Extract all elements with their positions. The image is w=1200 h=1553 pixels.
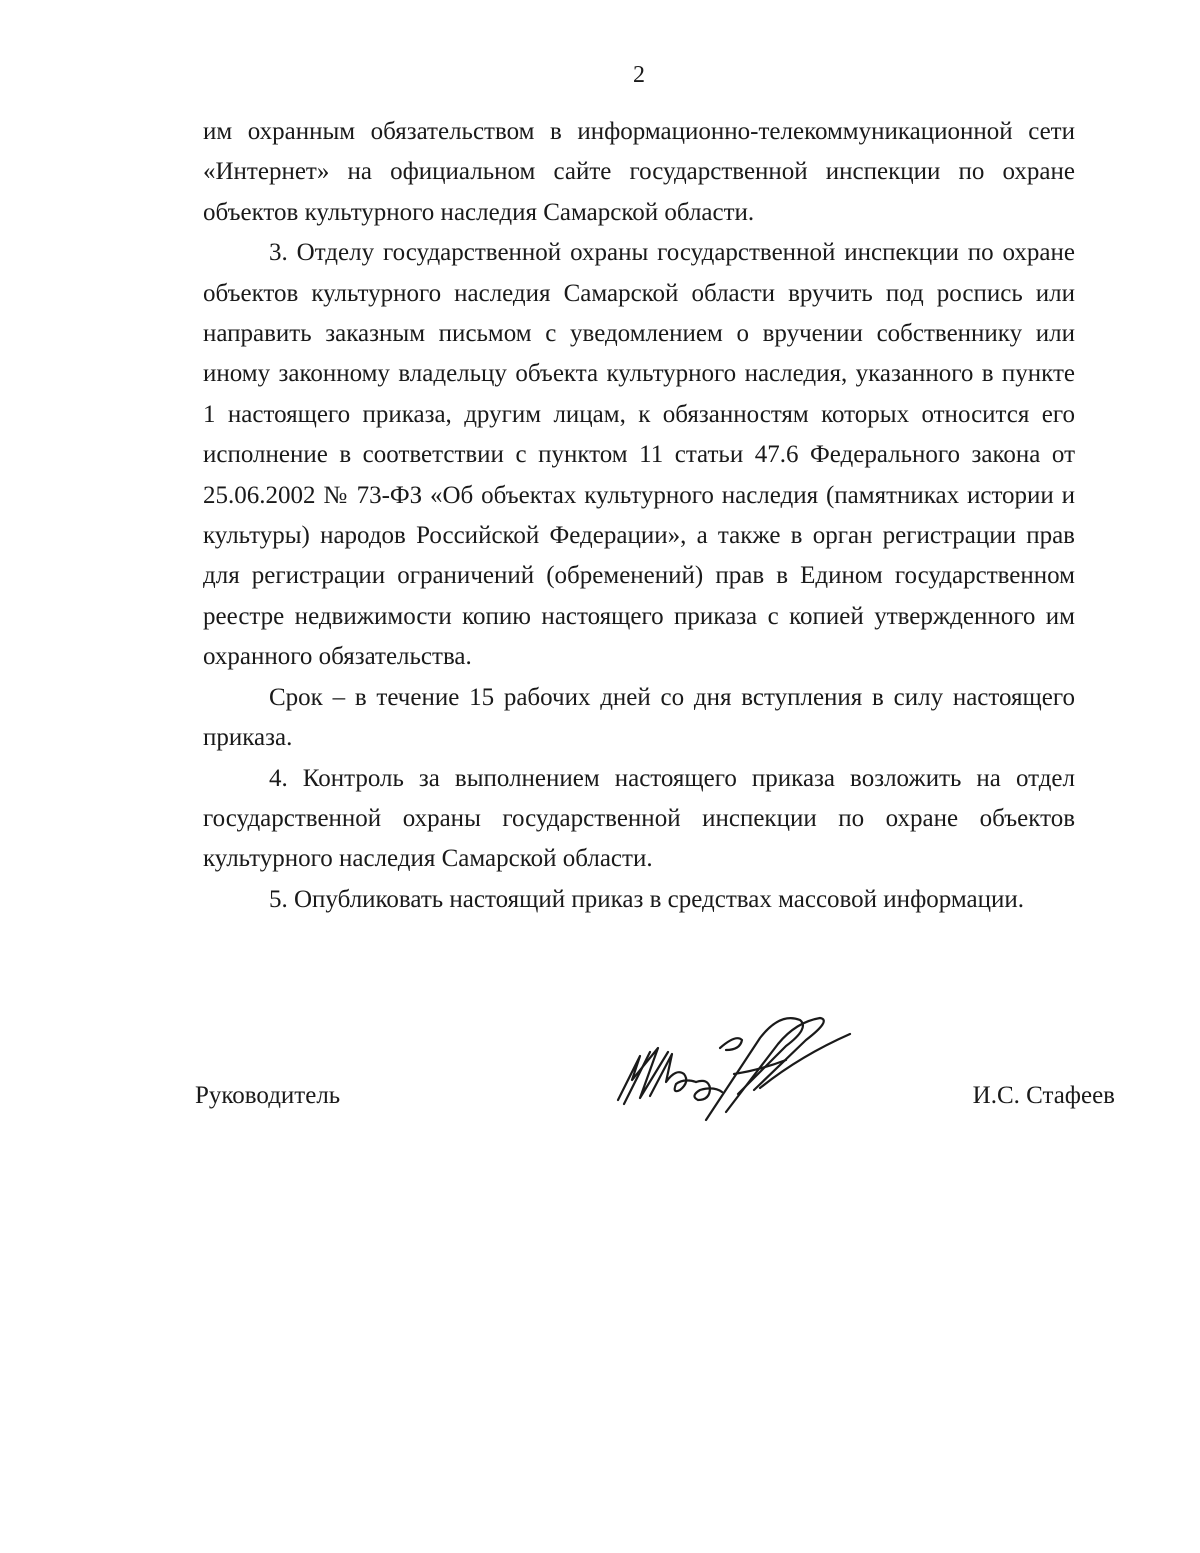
paragraph-item-5: 5. Опубликовать настоящий приказ в средствах массовой информации.	[269, 885, 1025, 913]
paragraph-continuation: им охранным обязательством в информационно-телекоммуникационной сети «Интернет» на официальном сайте государственной инспекции по охране объектов культурного наследия Самарской области.	[203, 118, 1075, 226]
paragraph-deadline: Срок – в течение 15 рабочих дней со дня вступления в силу настоящего приказа.	[203, 683, 1075, 752]
paragraph-item-3: 3. Отделу государственной охраны государственной инспекции по охране объектов культурного наследия Самарской области вручить под роспись или направить заказным письмом с уведомлением о вручении собственнику или иному законному владельцу объекта культурного наследия, указанного в пункте 1 настоящего приказа, другим лицам, к обязанностям которых относится его исполнение в соответствии с пунктом 11 статьи 47.6 Федерального закона от 25.06.2002 № 73-ФЗ «Об объектах культурного наследия (памятниках истории и культуры) народов Российской Федерации», а также в орган регистрации прав для регистрации ограничений (обременений) прав в Едином государственном реестре недвижимости копию настоящего приказа с копией утвержденного им охранного обязательства.	[203, 239, 1075, 671]
page-number: 2	[633, 62, 645, 88]
signature-block	[195, 1082, 1115, 1122]
signer-position: Руководитель	[195, 1082, 341, 1109]
signer-name: И.С. Стафеев	[972, 1082, 1115, 1109]
paragraph-item-4: 4. Контроль за выполнением настоящего приказа возложить на отдел государственной охраны государственной инспекции по охране объектов культурного наследия Самарской области.	[203, 764, 1075, 873]
document-body	[203, 112, 1075, 920]
